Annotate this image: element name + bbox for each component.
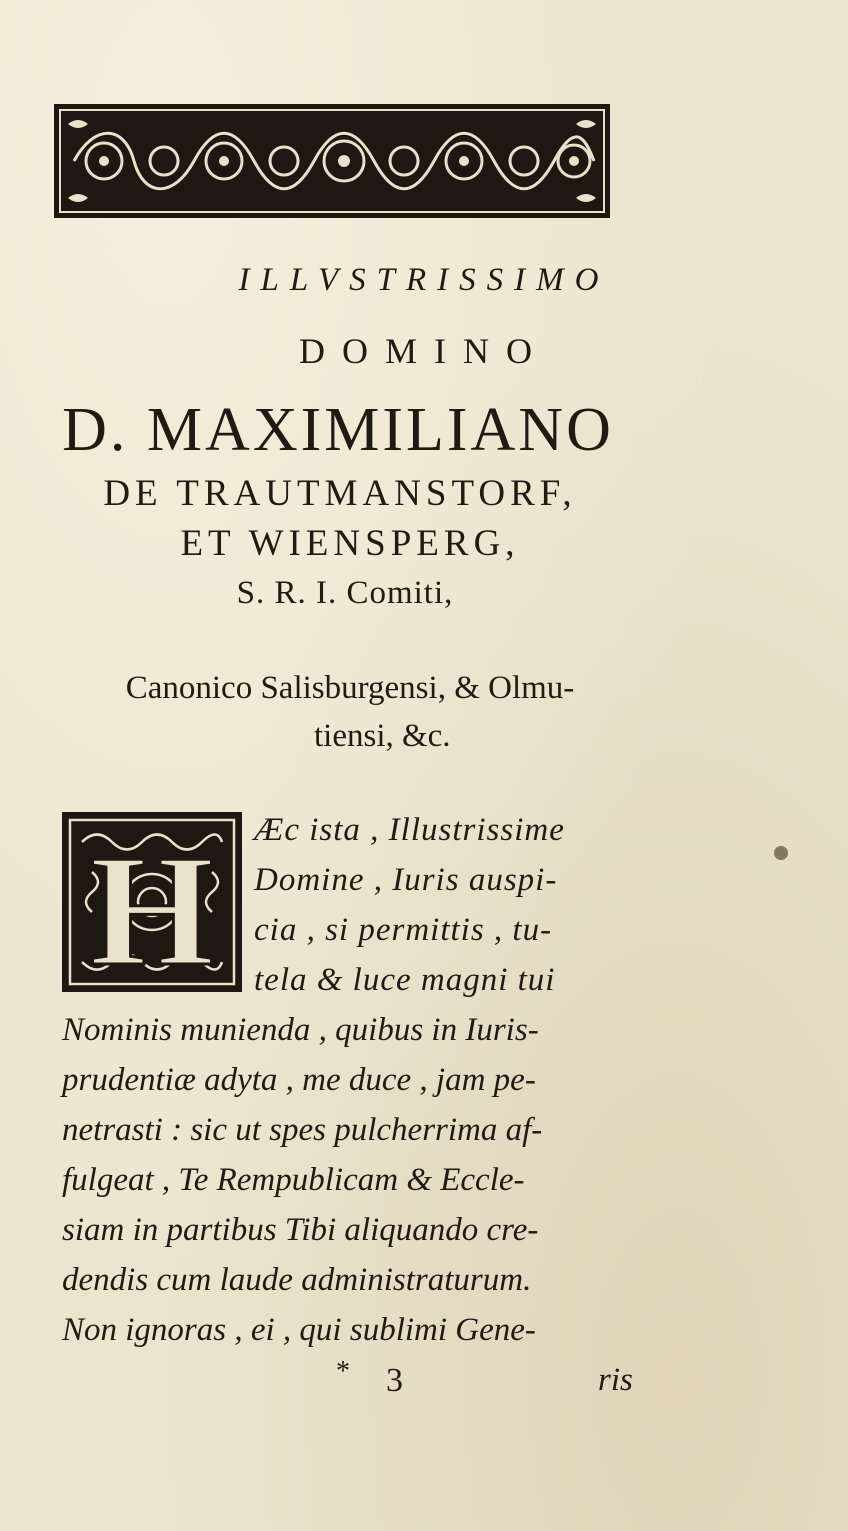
title-line-illustrissimo: ILLVSTRISSIMO [238,262,610,298]
dedication-line: tela & luce magni tui [254,962,556,998]
decorated-initial [62,812,242,992]
title-line-wiensperg: ET WIENSPERG, [180,523,520,564]
dedication-line: siam in partibus Tibi aliquando cre- [62,1212,539,1248]
title-line-name: D. MAXIMILIANO [62,396,614,464]
title-line-tiensi: tiensi, &c. [314,718,451,754]
paper-stain [774,846,788,860]
dedication-line: Domine , Iuris auspi- [254,862,558,898]
dedication-line: Non ignoras , ei , qui sublimi Gene- [62,1312,536,1348]
dedication-line: netrasti : sic ut spes pulcherrima af- [62,1112,543,1148]
dedication-line: prudentiæ adyta , me duce , jam pe- [62,1062,536,1098]
catchword: ris [598,1362,633,1398]
dedication-line: dendis cum laude administraturum. [62,1262,532,1298]
signature-number: 3 [386,1362,403,1399]
title-line-trautmanstorf: DE TRAUTMANSTORF, [103,473,577,514]
dedication-line: fulgeat , Te Rempublicam & Eccle- [62,1162,525,1198]
title-line-canonico: Canonico Salisburgensi, & Olmu- [125,670,575,706]
title-line-domino: DOMINO [299,331,549,371]
signature-asterisk: * [336,1356,350,1387]
dedication-line: cia , si permittis , tu- [254,912,553,948]
drop-cap-letter: H [89,821,215,992]
title-line-comiti: S. R. I. Comiti, [236,575,454,611]
headpiece-ornament [54,104,610,218]
dedication-line: Æc ista , Illustrissime [254,812,565,848]
dedication-line: Nominis munienda , quibus in Iuris- [62,1012,539,1048]
